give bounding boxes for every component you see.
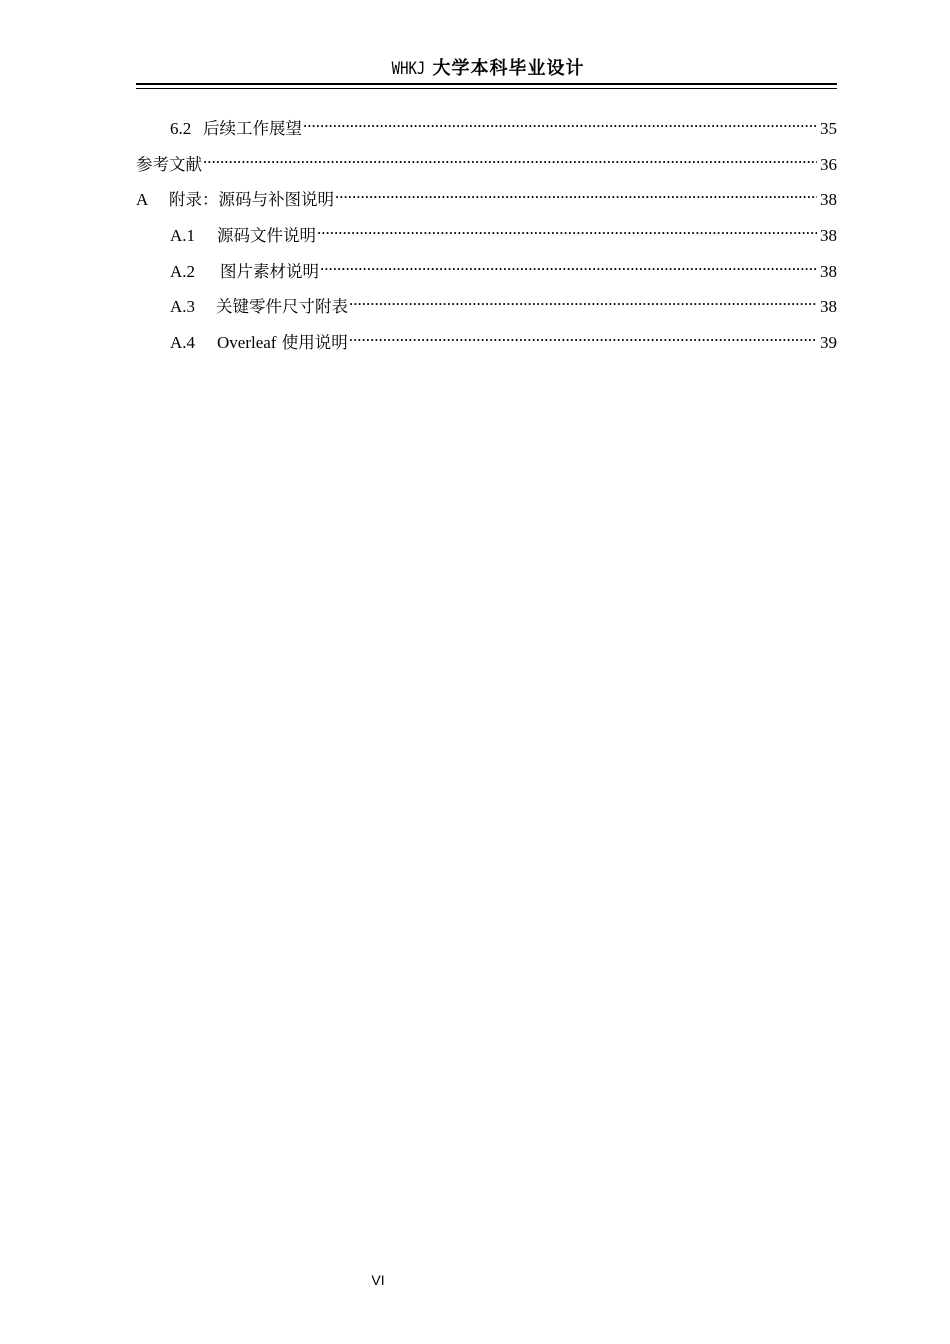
toc-entry-number: A.3 [170, 297, 196, 317]
toc-dot-leader [203, 148, 817, 170]
toc-entry-number: A.2 [170, 261, 196, 281]
toc-entry-number: A [136, 190, 149, 210]
header-rule-thick [136, 83, 837, 85]
toc-entry-title-latin: Overleaf [217, 333, 277, 353]
page-number: VI [371, 1272, 385, 1288]
toc-entry-title: 后续工作展望 [203, 119, 302, 138]
toc-entry-page: 35 [820, 119, 837, 138]
toc-entry-page: 38 [820, 190, 837, 210]
toc-dot-leader [349, 290, 817, 312]
toc-dot-leader [317, 219, 817, 241]
toc-entry-title: 图片素材说明 [220, 261, 319, 281]
toc-entry-number: A.1 [170, 226, 196, 246]
header-rule-thin [136, 88, 837, 89]
toc-entry-title: 关键零件尺寸附表 [216, 297, 348, 317]
toc-entry-a-1[interactable] [136, 219, 837, 255]
toc-entry-title [217, 330, 348, 356]
toc-dot-leader [303, 112, 817, 134]
toc-entry-number: A.4 [170, 333, 196, 353]
toc-entry-6-2[interactable] [136, 112, 837, 148]
toc-entry-title: 源码文件说明 [217, 226, 316, 246]
toc-entry-page: 39 [820, 333, 837, 353]
toc-entry-page: 38 [820, 226, 837, 246]
toc-entry-title: 附录：源码与补图说明 [169, 190, 334, 210]
table-of-contents [136, 112, 837, 362]
toc-entry-page: 36 [820, 154, 837, 174]
toc-entry-references[interactable] [136, 148, 837, 184]
toc-dot-leader [320, 255, 817, 277]
toc-entry-title: 参考文献 [136, 154, 202, 174]
toc-entry-number: 6.2 [170, 119, 192, 138]
toc-dot-leader [335, 183, 817, 205]
toc-entry-a-3[interactable] [136, 290, 837, 326]
toc-dot-leader [349, 326, 817, 348]
toc-entry-a-4[interactable] [136, 326, 837, 362]
toc-entry-page: 38 [820, 261, 837, 281]
header-institution-code: WHKJ [391, 59, 425, 79]
toc-entry-appendix-a[interactable] [136, 183, 837, 219]
toc-entry-title-cjk: 使用说明 [281, 333, 348, 353]
running-header [136, 56, 836, 82]
toc-entry-page: 38 [820, 297, 837, 317]
toc-entry-a-2[interactable] [136, 255, 837, 291]
header-document-title: 大学本科毕业设计 [432, 58, 585, 79]
